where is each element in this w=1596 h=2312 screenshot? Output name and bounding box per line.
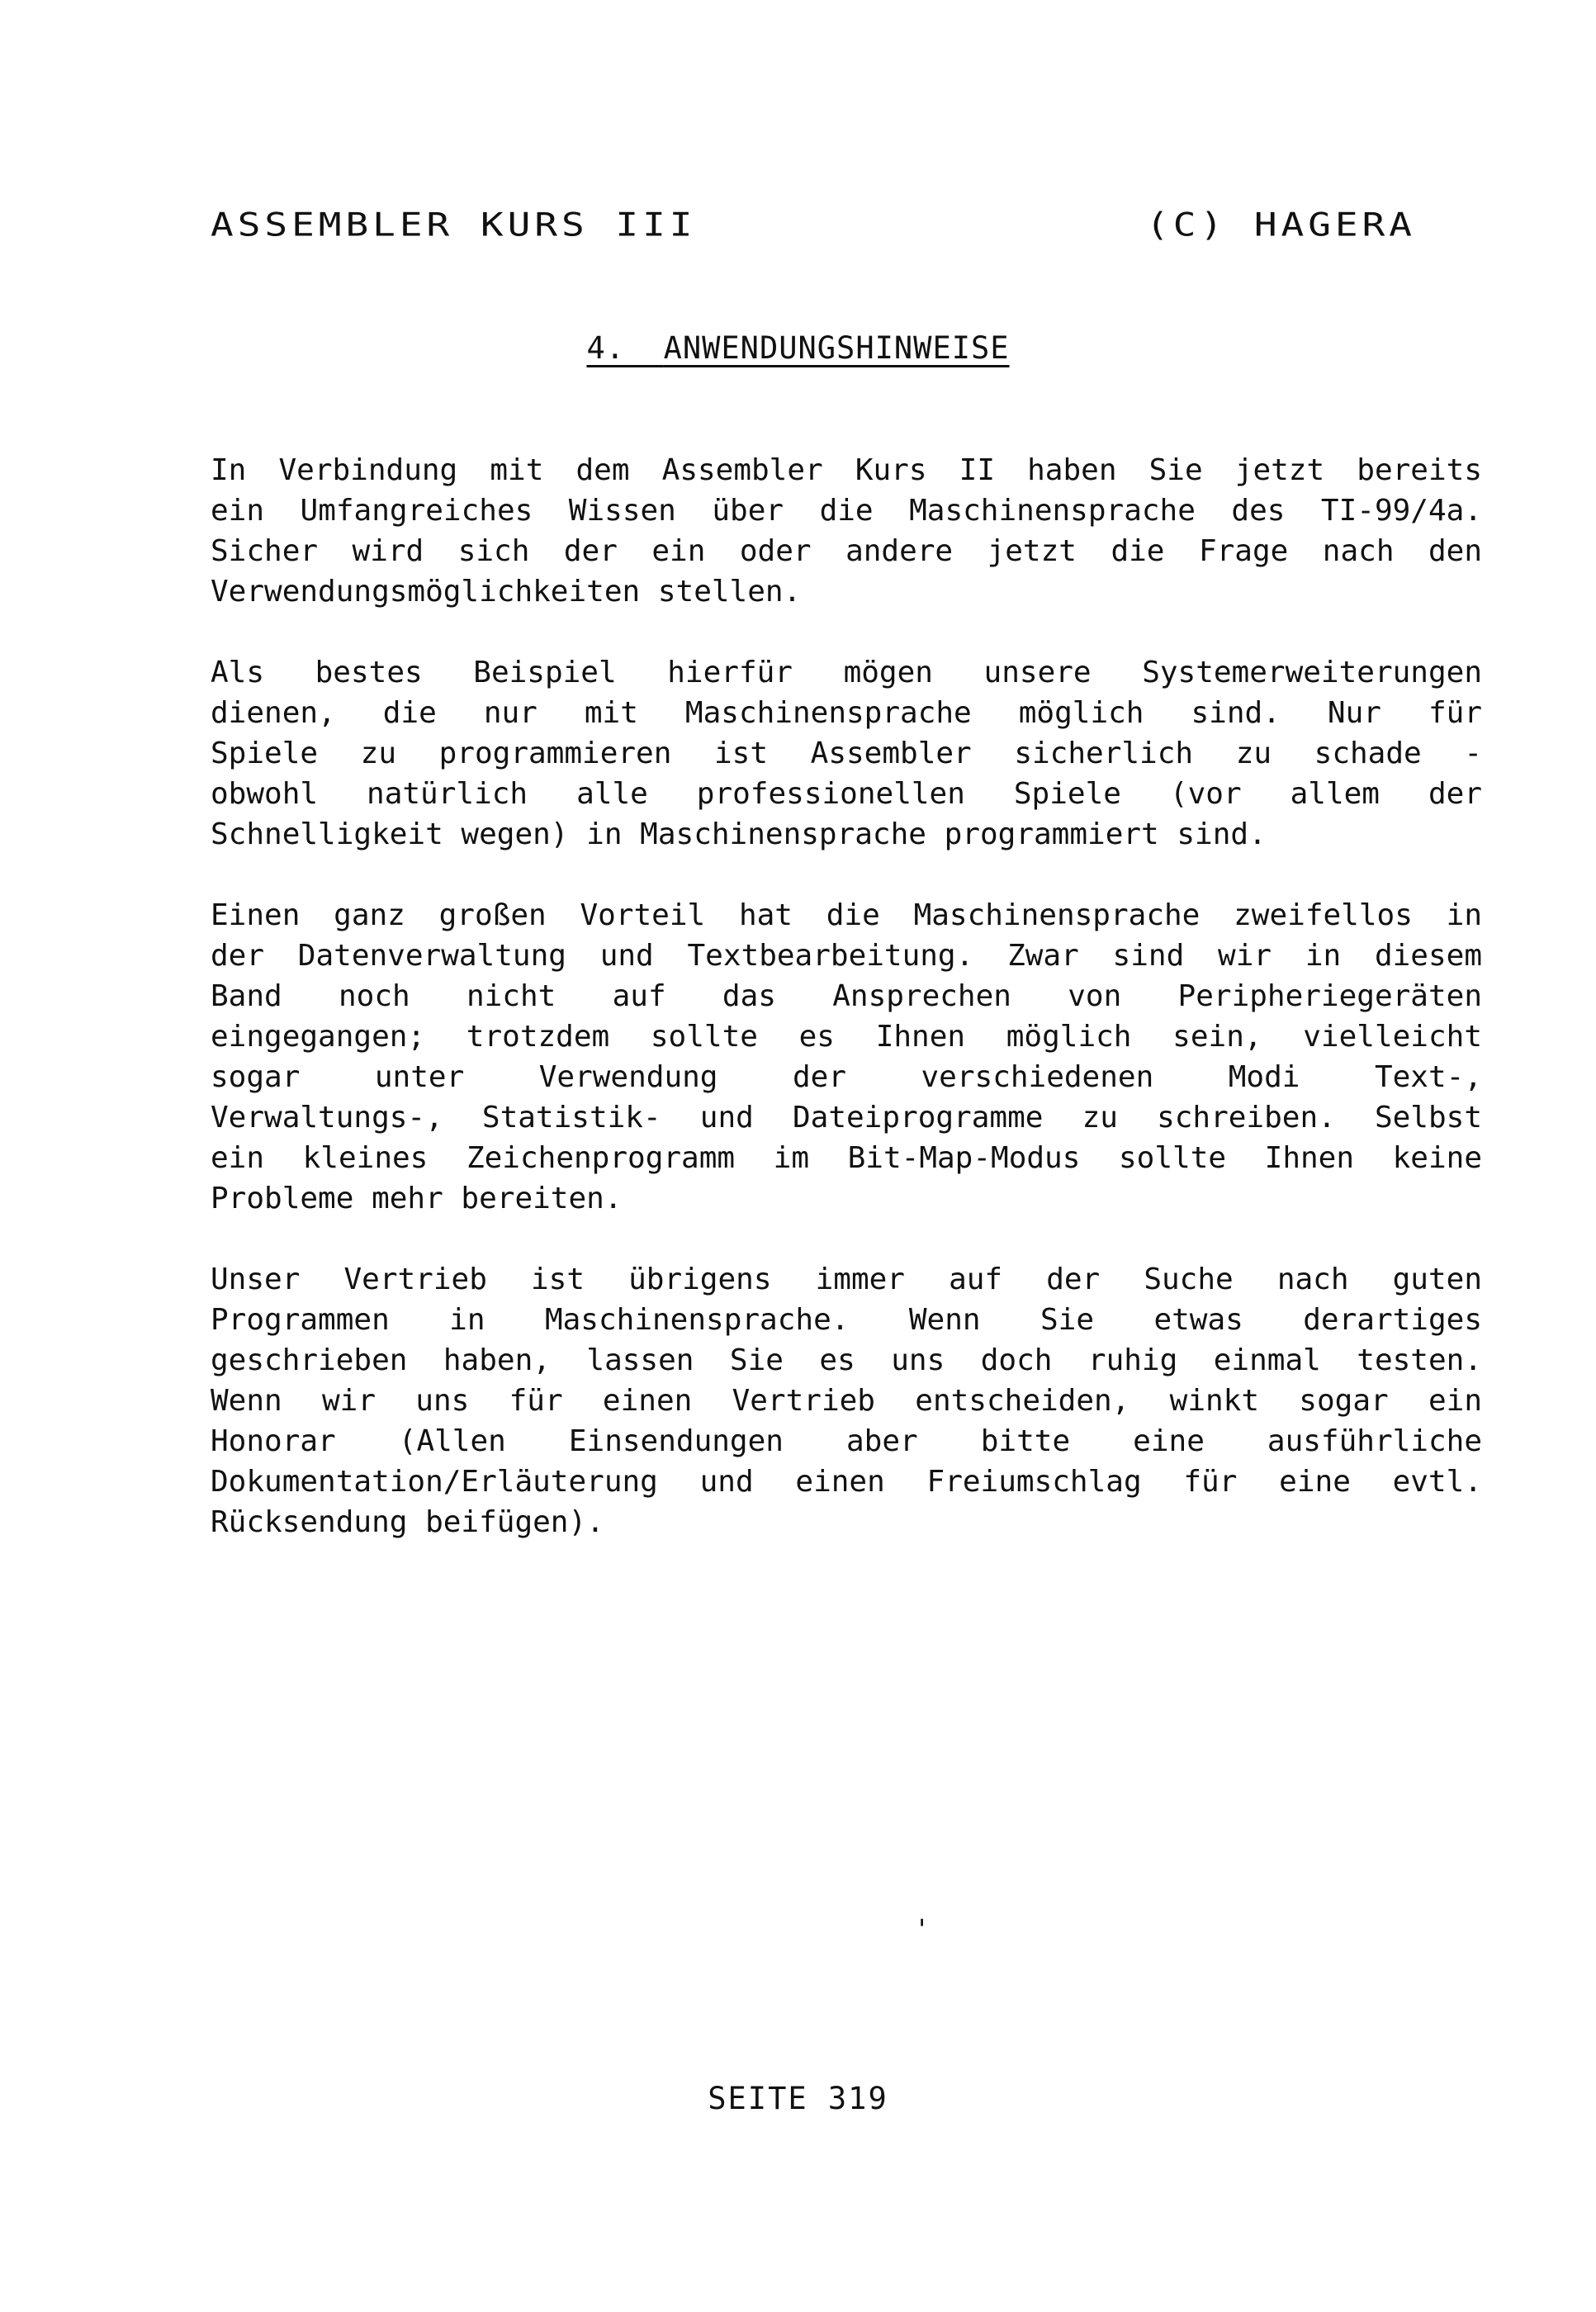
text-line: Einen ganz großen Vorteil hat die Maschinensprache zweifellos in — [211, 898, 1482, 932]
section-number: 4. — [586, 330, 626, 366]
section-heading — [0, 330, 1596, 366]
text-line: Spiele zu programmieren ist Assembler sicherlich zu schade - — [211, 737, 1482, 770]
text-line: Schnelligkeit wegen) in Maschinensprache programmiert sind. — [211, 817, 1267, 851]
text-line: der Datenverwaltung und Textbearbeitung. Zwar sind wir in diesem — [211, 939, 1482, 973]
header-title: ASSEMBLER KURS III — [211, 206, 697, 244]
text-line: Sicher wird sich der ein oder andere jetzt die Frage nach den — [211, 534, 1482, 568]
text-line: Wenn wir uns für einen Vertrieb entscheiden, winkt sogar ein — [211, 1384, 1482, 1418]
text-line: Honorar (Allen Einsendungen aber bitte eine ausführliche — [211, 1424, 1482, 1458]
text-line: In Verbindung mit dem Assembler Kurs II haben Sie jetzt bereits — [211, 453, 1482, 487]
section-title: ANWENDUNGSHINWEISE — [663, 330, 1010, 366]
page-number: SEITE 319 — [708, 2081, 888, 2116]
text-line: Programmen in Maschinensprache. Wenn Sie etwas derartiges — [211, 1303, 1482, 1337]
text-line: eingegangen; trotzdem sollte es Ihnen möglich sein, vielleicht — [211, 1020, 1482, 1054]
paragraph-2 — [211, 652, 1482, 855]
body-text — [211, 450, 1482, 1583]
text-line: sogar unter Verwendung der verschiedenen Modi Text-, — [211, 1060, 1482, 1094]
text-line: Als bestes Beispiel hierfür mögen unsere Systemerweiterungen — [211, 656, 1482, 689]
paragraph-1 — [211, 450, 1482, 612]
text-line: geschrieben haben, lassen Sie es uns doch ruhig einmal testen. — [211, 1343, 1482, 1377]
text-line: Probleme mehr bereiten. — [211, 1182, 623, 1215]
text-line: Unser Vertrieb ist übrigens immer auf der Suche nach guten — [211, 1263, 1482, 1296]
header-copyright: (C) HAGERA — [1146, 206, 1416, 244]
text-line: ein Umfangreiches Wissen über die Maschinensprache des TI-99/4a. — [211, 494, 1482, 528]
text-line: ein kleines Zeichenprogramm im Bit-Map-Modus sollte Ihnen keine — [211, 1141, 1482, 1175]
text-line: Band noch nicht auf das Ansprechen von Peripheriegeräten — [211, 979, 1482, 1013]
paragraph-3 — [211, 895, 1482, 1219]
text-line: Rücksendung beifügen). — [211, 1505, 604, 1539]
text-line: Dokumentation/Erläuterung und einen Freiumschlag für eine evtl. — [211, 1465, 1482, 1499]
paragraph-4 — [211, 1259, 1482, 1542]
text-line: dienen, die nur mit Maschinensprache möglich sind. Nur für — [211, 696, 1482, 730]
text-line: Verwaltungs-, Statistik- und Dateiprogramme zu schreiben. Selbst — [211, 1101, 1482, 1135]
text-line: obwohl natürlich alle professionellen Spiele (vor allem der — [211, 777, 1482, 811]
stray-mark: ' — [914, 1913, 931, 1945]
page-header — [211, 206, 1416, 244]
text-line: Verwendungsmöglichkeiten stellen. — [211, 575, 802, 609]
